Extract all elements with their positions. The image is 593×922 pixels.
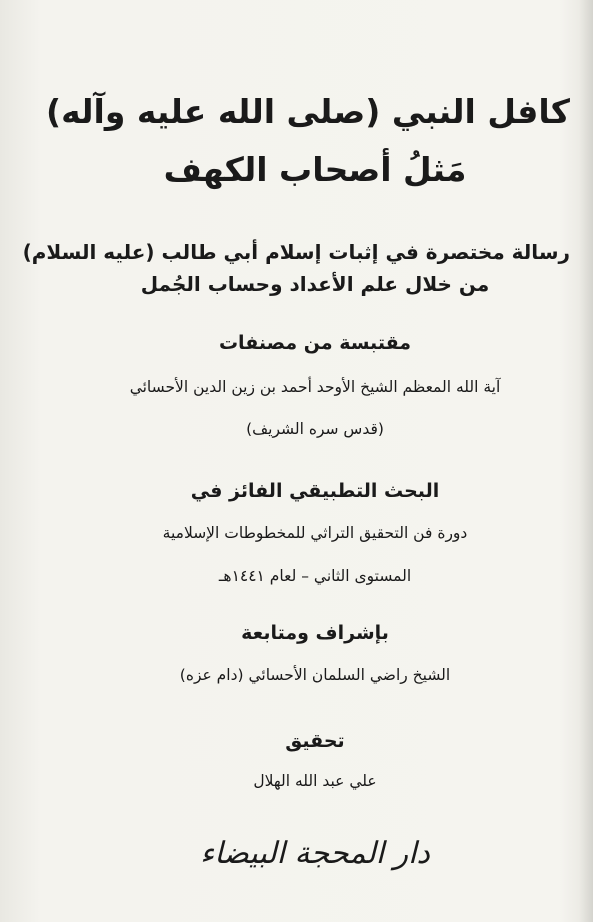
subtitle-line-1: رسالة مختصرة في إثبات إسلام أبي طالب (عليه السلام): [22, 240, 570, 264]
book-title-line-1: كافل النبي (صلى الله عليه وآله): [46, 92, 570, 131]
supervision-heading: بإشراف ومتابعة: [241, 622, 389, 644]
source-heading: مقتبسة من مصنفات: [218, 332, 412, 354]
page-edge-shadow: [579, 0, 593, 922]
source-author: آية الله المعظم الشيخ الأوحد أحمد بن زين الدين الأحسائي: [129, 378, 501, 396]
subtitle-line-2: من خلال علم الأعداد وحساب الجُمل: [140, 272, 490, 296]
source-honorific: (قدس سره الشريف): [246, 420, 384, 438]
research-level: المستوى الثاني – لعام ١٤٤١هـ: [218, 567, 412, 585]
editor-name: علي عبد الله الهلال: [253, 772, 377, 790]
publisher-logo-text: دار المحجة البيضاء: [200, 836, 430, 871]
research-heading: البحث التطبيقي الفائز في: [190, 480, 440, 502]
editing-heading: تحقيق: [285, 730, 345, 752]
book-title-line-2: مَثلُ أصحاب الكهف: [163, 150, 467, 189]
research-course: دورة فن التحقيق التراثي للمخطوطات الإسلامية: [162, 524, 468, 542]
supervisor-name: الشيخ راضي السلمان الأحسائي (دام عزه): [179, 666, 451, 684]
